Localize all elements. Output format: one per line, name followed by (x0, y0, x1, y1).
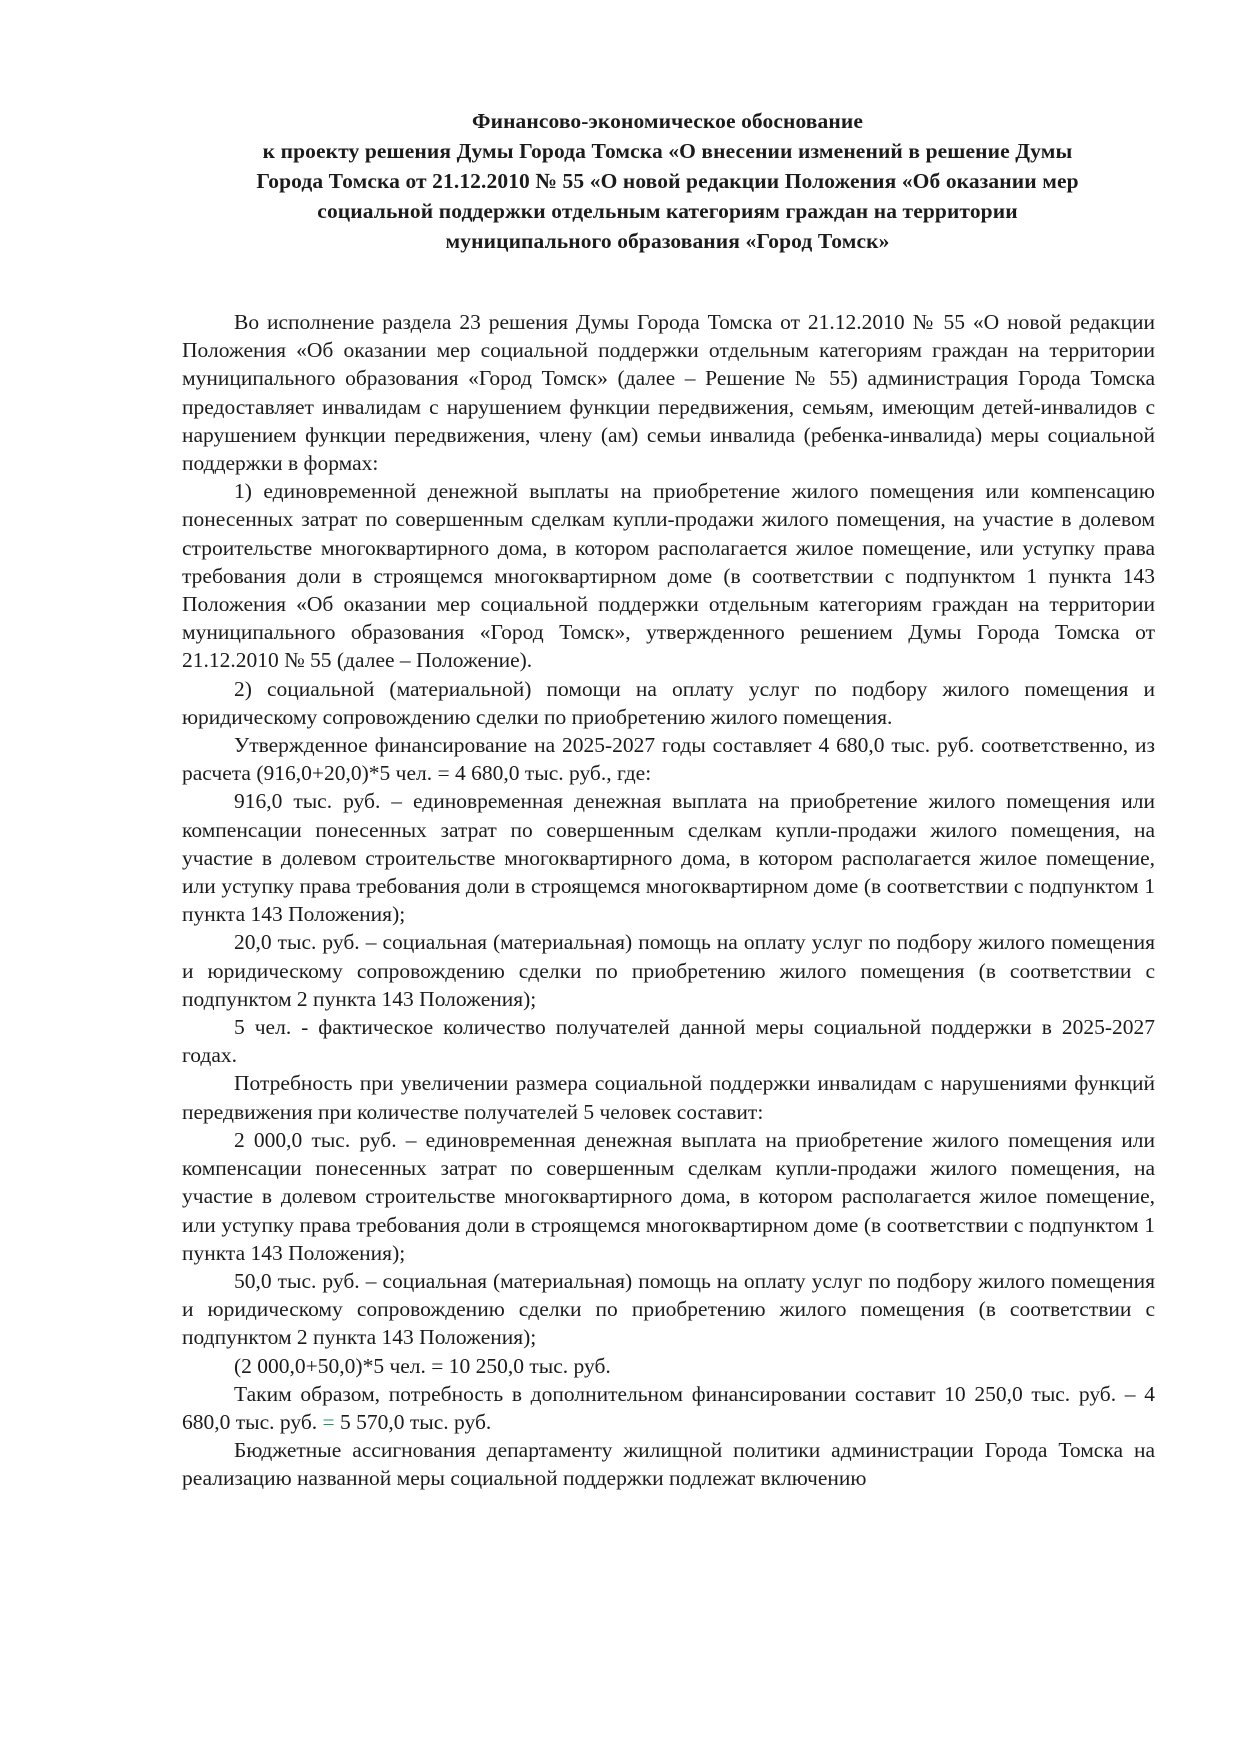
title-line: к проекту решения Думы Города Томска «О внесении изменений в решение Думы (262, 139, 1073, 163)
title-line: муниципального образования «Город Томск» (445, 229, 890, 253)
paragraph-approved-funding: Утвержденное финансирование на 2025-2027 годы составляет 4 680,0 тыс. руб. соответственно, из расчета (916,0+20,0)*5 чел. = 4 680,0 тыс. руб., где: (182, 733, 1155, 786)
title-line: Финансово-экономическое обоснование (472, 109, 863, 133)
summary-equals-sign: = (322, 1409, 335, 1434)
title-line: Города Томска от 21.12.2010 № 55 «О новой редакции Положения «Об оказании мер (256, 169, 1079, 193)
paragraph-calculation: (2 000,0+50,0)*5 чел. = 10 250,0 тыс. руб. (234, 1353, 611, 1378)
paragraph-payment-2000: 2 000,0 тыс. руб. – единовременная денежная выплата на приобретение жилого помещения или компенсации понесенных затрат по совершенным сделкам купли-продажи жилого помещения, на участие в долевом строительстве многоквартирного дома, в котором располагается жилое помещение, или уступку права требования доли в строящемся многоквартирном доме (в соответствии с подпунктом 1 пункта 143 Положения); (182, 1127, 1155, 1265)
paragraph-payment-916: 916,0 тыс. руб. – единовременная денежная выплата на приобретение жилого помещения или компенсации понесенных затрат по совершенным сделкам купли-продажи жилого помещения, на участие в долевом строительстве многоквартирного дома, в котором располагается жилое помещение, или уступку права требования доли в строящемся многоквартирном доме (в соответствии с подпунктом 1 пункта 143 Положения); (182, 789, 1155, 927)
paragraph-assistance-50: 50,0 тыс. руб. – социальная (материальная) помощь на оплату услуг по подбору жилого помещения и юридическому сопровождению сделки по приобретению жилого помещения (в соответствии с подпунктом 2 пункта 143 Положения); (182, 1268, 1155, 1350)
paragraph-need: Потребность при увеличении размера социальной поддержки инвалидам с нарушениями функций передвижения при количестве получателей 5 человек составит: (182, 1071, 1155, 1124)
document-body (182, 308, 1155, 1493)
paragraph-intro: Во исполнение раздела 23 решения Думы Города Томска от 21.12.2010 № 55 «О новой редакции Положения «Об оказании мер социальной поддержки отдельным категориям граждан на территории муниципального образования «Город Томск» (далее – Решение № 55) администрация Города Томска предоставляет инвалидам с нарушением функции передвижения, семьям, имеющим детей-инвалидов с нарушением функции передвижения, члену (ам) семьи инвалида (ребенка-инвалида) меры социальной поддержки в формах: (182, 310, 1155, 476)
summary-text-after: 5 570,0 тыс. руб. (334, 1409, 492, 1434)
paragraph-item-1: 1) единовременной денежной выплаты на приобретение жилого помещения или компенсацию понесенных затрат по совершенным сделкам купли-продажи жилого помещения, на участие в долевом строительстве многоквартирного дома, в котором располагается жилое помещение, или уступку права требования доли в строящемся многоквартирном доме (в соответствии с подпунктом 1 пункта 143 Положения «Об оказании мер социальной поддержки отдельным категориям граждан на территории муниципального образования «Город Томск», утвержденного решением Думы Города Томска от 21.12.2010 № 55 (далее – Положение). (182, 479, 1155, 673)
title-line: социальной поддержки отдельным категориям граждан на территории (317, 199, 1018, 223)
paragraph-recipients: 5 чел. - фактическое количество получателей данной меры социальной поддержки в 2025-2027 годах. (182, 1015, 1155, 1068)
document-title (175, 106, 1160, 256)
paragraph-budget: Бюджетные ассигнования департаменту жилищной политики администрации Города Томска на реализацию названной меры социальной поддержки подлежат включению (182, 1438, 1155, 1491)
paragraph-summary (182, 1380, 1155, 1436)
summary-text-before: Таким образом, потребность в дополнительном финансировании составит 10 250,0 тыс. руб. – 4 680,0 тыс. руб. (182, 1381, 1155, 1434)
paragraph-item-2: 2) социальной (материальной) помощи на оплату услуг по подбору жилого помещения и юридическому сопровождению сделки по приобретению жилого помещения. (182, 676, 1155, 729)
paragraph-assistance-20: 20,0 тыс. руб. – социальная (материальная) помощь на оплату услуг по подбору жилого помещения и юридическому сопровождению сделки по приобретению жилого помещения (в соответствии с подпунктом 2 пункта 143 Положения); (182, 930, 1155, 1011)
